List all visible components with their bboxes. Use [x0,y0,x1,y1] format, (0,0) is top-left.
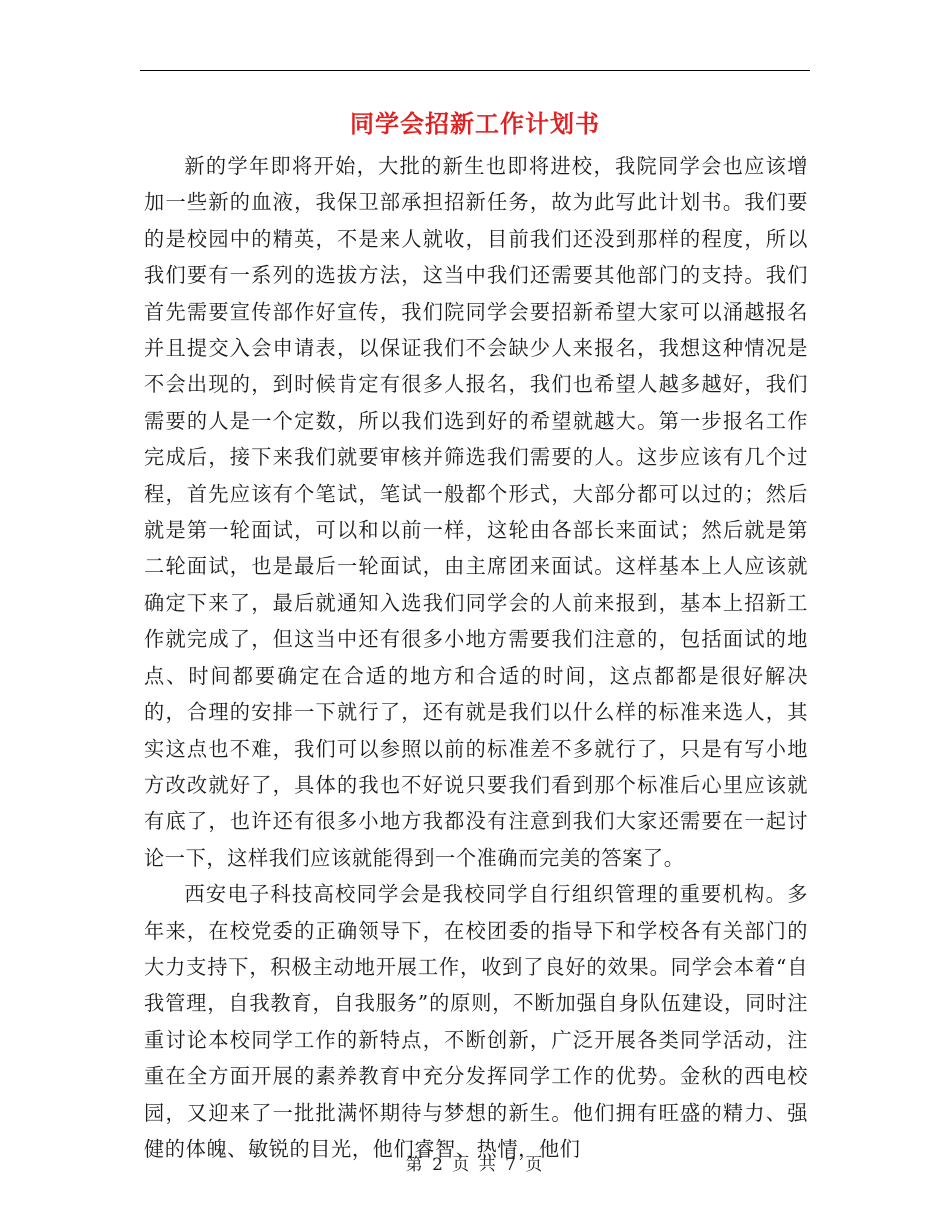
header-rule [140,70,810,71]
page-footer: 第 2 页 共 7 页 [405,1155,545,1175]
document-body [144,148,808,1167]
document-title: 同学会招新工作计划书 [350,109,600,138]
paragraph-1: 新的学年即将开始，大批的新生也即将进校，我院同学会也应该增加一些新的血液，我保卫部承担招新任务，故为此写此计划书。我们要的是校园中的精英，不是来人就收，目前我们还没到那样的程度，所以我们要有一系列的选拔方法，这当中我们还需要其他部门的支持。我们首先需要宣传部作好宣传，我们院同学会要招新希望大家可以涌越报名并且提交入会申请表，以保证我们不会缺少人来报名，我想这种情况是不会出现的，到时候肯定有很多人报名，我们也希望人越多越好，我们需要的人是一个定数，所以我们选到好的希望就越大。第一步报名工作完成后，接下来我们就要审核并筛选我们需要的人。这步应该有几个过程，首先应该有个笔试，笔试一般都个形式，大部分都可以过的；然后就是第一轮面试，可以和以前一样，这轮由各部长来面试；然后就是第二轮面试，也是最后一轮面试，由主席团来面试。这样基本上人应该就确定下来了，最后就通知入选我们同学会的人前来报到，基本上招新工作就完成了，但这当中还有很多小地方需要我们注意的，包括面试的地点、时间都要确定在合适的地方和合适的时间，这点都都是很好解决的，合理的安排一下就行了，还有就是我们以什么样的标准来选人，其实这点也不难，我们可以参照以前的标准差不多就行了，只是有写小地方改改就好了，具体的我也不好说只要我们看到那个标准后心里应该就有底了，也许还有很多小地方我都没有注意到我们大家还需要在一起讨论一下，这样我们应该就能得到一个准确而完美的答案了。 [144,154,808,870]
paragraph-2: 西安电子科技高校同学会是我校同学自行组织管理的重要机构。多年来，在校党委的正确领导下，在校团委的指导下和学校各有关部门的大力支持下，积极主动地开展工作，收到了良好的效果。同学会本着“自我管理，自我教育，自我服务”的原则，不断加强自身队伍建设，同时注重讨论本校同学工作的新特点，不断创新，广泛开展各类同学活动，注重在全方面开展的素养教育中充分发挥同学工作的优势。金秋的西电校园，又迎来了一批批满怀期待与梦想的新生。他们拥有旺盛的精力、强健的体魄、敏锐的目光，他们睿智、热情，他们 [144,882,808,1161]
